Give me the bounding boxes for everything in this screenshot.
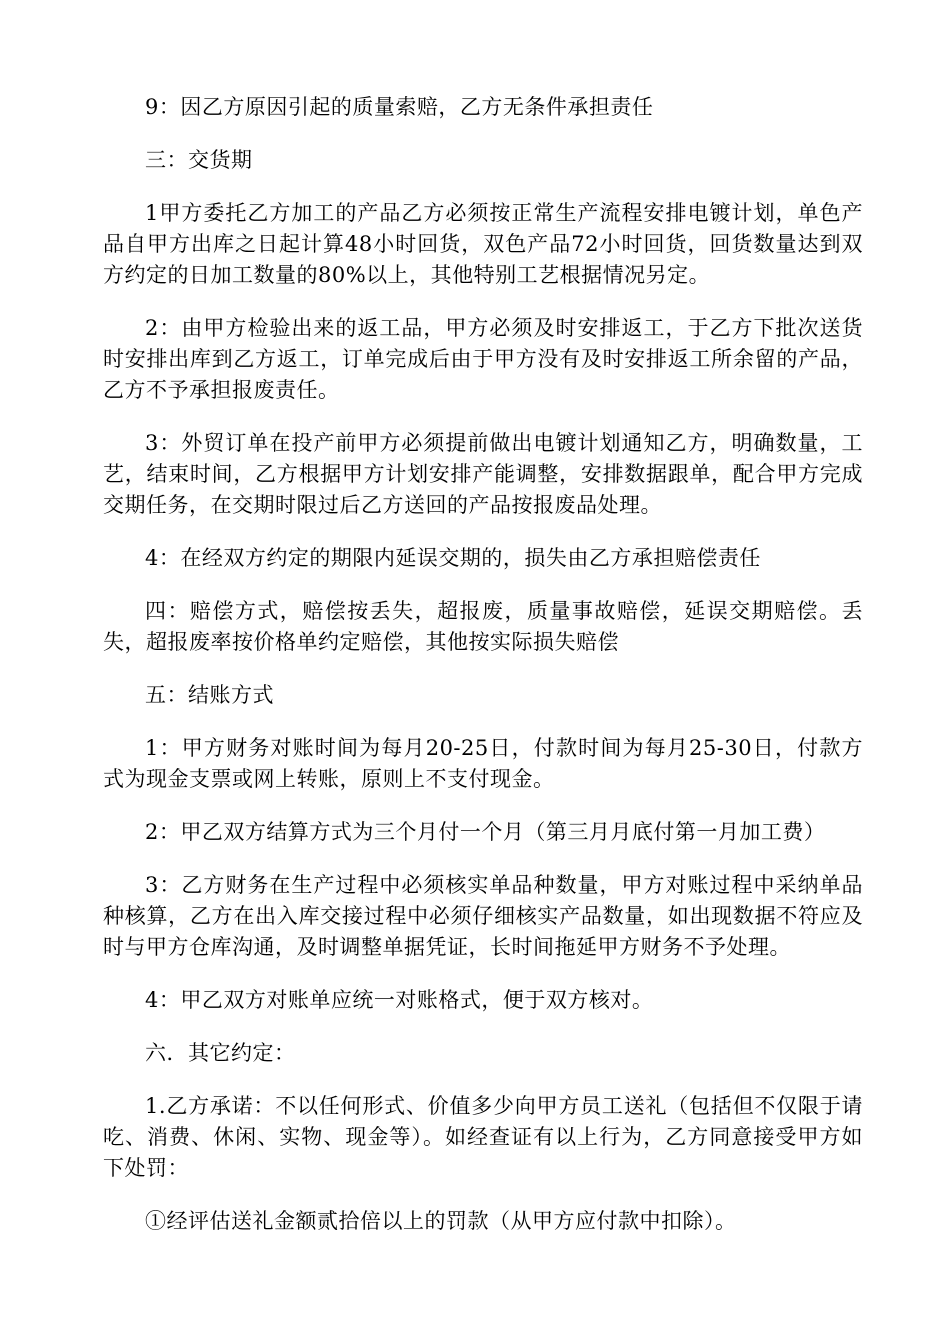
- other-clause-1: 1.乙方承诺：不以任何形式、价值多少向甲方员工送礼（包括但不仅限于请吃、消费、休闲、实物、现金等）。如经查证有以上行为，乙方同意接受甲方如下处罚：: [103, 1094, 863, 1180]
- section-4-compensation: 四：赔偿方式，赔偿按丢失，超报废，质量事故赔偿，延误交期赔偿。丢失，超报废率按价格单约定赔偿，其他按实际损失赔偿: [103, 599, 863, 654]
- section-5-heading-settlement: 五：结账方式: [145, 683, 274, 707]
- settlement-clause-1: 1：甲方财务对账时间为每月20-25日，付款时间为每月25-30日，付款方式为现金支票或网上转账，原则上不支付现金。: [103, 736, 863, 791]
- section-3-heading-delivery: 三：交货期: [145, 148, 253, 172]
- delivery-clause-3: 3：外贸订单在投产前甲方必须提前做出电镀计划通知乙方，明确数量，工艺，结束时间，乙方根据甲方计划安排产能调整，安排数据跟单，配合甲方完成交期任务，在交期时限过后乙方送回的产品按报废品处理。: [103, 431, 863, 517]
- section-6-heading-other: 六．其它约定：: [145, 1041, 296, 1065]
- settlement-clause-3: 3：乙方财务在生产过程中必须核实单品种数量，甲方对账过程中采纳单品种核算，乙方在出入库交接过程中必须仔细核实产品数量，如出现数据不符应及时与甲方仓库沟通，及时调整单据凭证，长时间拖延甲方财务不予处理。: [103, 873, 863, 959]
- document-body: [103, 92, 863, 1257]
- settlement-clause-4: 4：甲乙双方对账单应统一对账格式，便于双方核对。: [145, 988, 654, 1012]
- delivery-clause-2: 2：由甲方检验出来的返工品，甲方必须及时安排返工，于乙方下批次送货时安排出库到乙方返工，订单完成后由于甲方没有及时安排返工所余留的产品，乙方不予承担报废责任。: [103, 316, 863, 402]
- delivery-clause-4: 4：在经双方约定的期限内延误交期的，损失由乙方承担赔偿责任: [145, 546, 761, 570]
- delivery-clause-1: 1甲方委托乙方加工的产品乙方必须按正常生产流程安排电镀计划，单色产品自甲方出库之日起计算48小时回货，双色产品72小时回货，回货数量达到双方约定的日加工数量的80%以上，其他特别工艺根据情况另定。: [103, 201, 863, 287]
- penalty-item-1: ①经评估送礼金额贰拾倍以上的罚款（从甲方应付款中扣除）。: [145, 1209, 737, 1233]
- settlement-clause-2: 2：甲乙双方结算方式为三个月付一个月（第三月月底付第一月加工费）: [145, 820, 826, 844]
- clause-9-quality-claims: 9：因乙方原因引起的质量索赔，乙方无条件承担责任: [145, 95, 654, 119]
